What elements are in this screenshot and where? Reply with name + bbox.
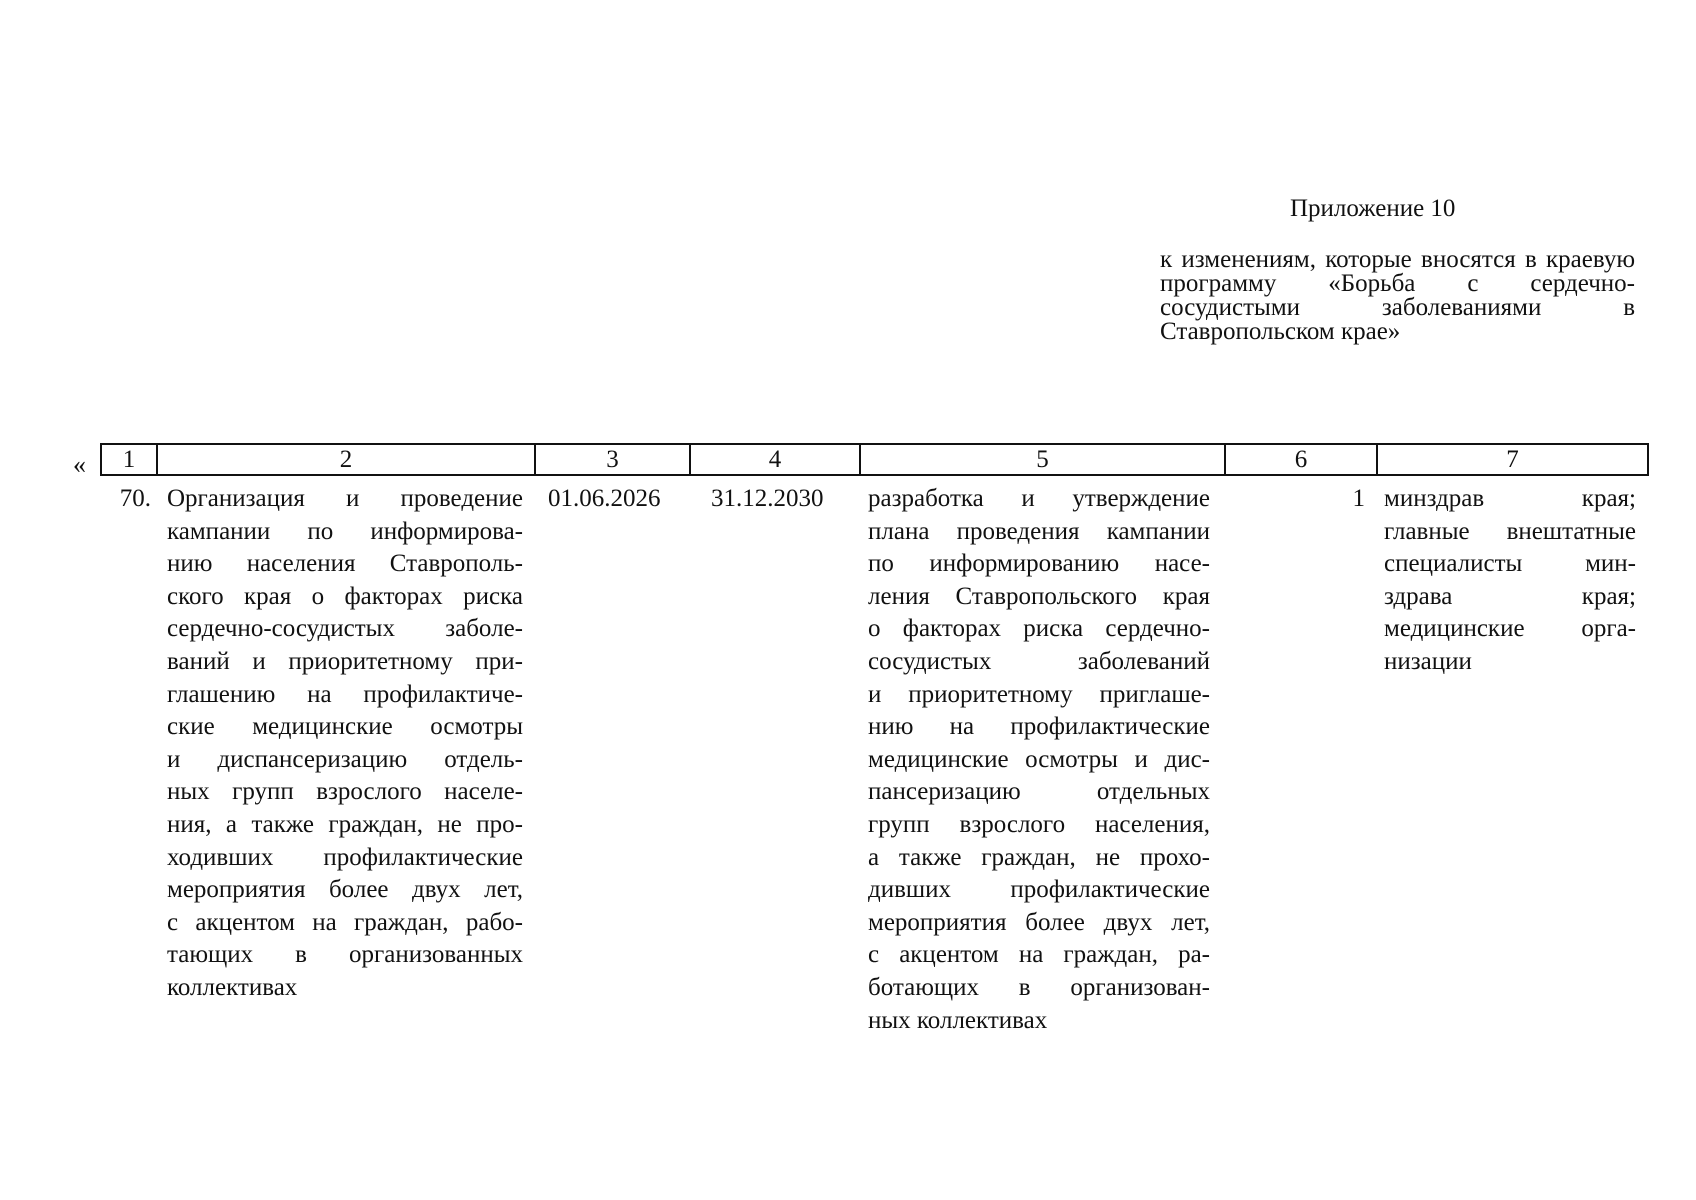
- expected-result: [868, 483, 1210, 1037]
- text-line: а также граждан, не прохо-: [868, 843, 1210, 871]
- text-line: ские медицинские осмотры: [167, 713, 523, 741]
- text-line: ления Ставропольского края: [868, 582, 1210, 610]
- text-line: мероприятия более двух лет,: [167, 876, 523, 904]
- text-line: сердечно-сосудистых заболе-: [167, 615, 523, 643]
- text-line: низации: [1384, 647, 1472, 675]
- text-line: глашению на профилактиче-: [167, 680, 523, 708]
- column-number-cell: 2: [157, 444, 535, 475]
- text-line: кампании по информирова-: [167, 517, 523, 545]
- text-line: минздрав края;: [1384, 485, 1636, 512]
- text-line: нию населения Ставрополь-: [167, 550, 523, 578]
- text-line: и приоритетному приглаше-: [868, 680, 1210, 708]
- appendix-title: Приложение 10: [1290, 195, 1456, 222]
- text-line: здрава края;: [1384, 582, 1636, 610]
- text-line: разработка и утверждение: [868, 485, 1210, 512]
- text-line: пансеризацию отдельных: [868, 778, 1210, 806]
- text-line: сосудистых заболеваний: [868, 647, 1210, 675]
- text-line: тающих в организованных: [167, 941, 523, 969]
- column-number-cell: 3: [535, 444, 690, 475]
- text-line: о факторах риска сердечно-: [868, 615, 1210, 643]
- text-line: и диспансеризацию отдель-: [167, 745, 523, 773]
- text-line: специалисты мин-: [1384, 550, 1636, 578]
- text-line: ходивших профилактические: [167, 843, 523, 871]
- column-number-cell: 5: [860, 444, 1225, 475]
- text-line: нию на профилактические: [868, 713, 1210, 741]
- indicator-value: 1: [1352, 485, 1365, 512]
- activity-description: [167, 483, 523, 1005]
- column-number-row: [101, 444, 1648, 475]
- responsible-executors: [1384, 483, 1636, 679]
- text-line: Организация и проведение: [167, 485, 523, 512]
- column-number-cell: 4: [690, 444, 860, 475]
- text-line: плана проведения кампании: [868, 517, 1210, 545]
- text-line: медицинские осмотры и дис-: [868, 745, 1210, 773]
- end-date: 31.12.2030: [711, 485, 824, 512]
- text-line: медицинские орга-: [1384, 615, 1636, 643]
- column-number-cell: 7: [1377, 444, 1648, 475]
- start-date: 01.06.2026: [548, 485, 661, 512]
- column-number-header-table: [100, 443, 1649, 476]
- text-line: с акцентом на граждан, ра-: [868, 941, 1210, 969]
- text-line: ных групп взрослого населе-: [167, 778, 523, 806]
- column-number-cell: 1: [101, 444, 157, 475]
- text-line: коллективах: [167, 973, 298, 1001]
- text-line: ского края о факторах риска: [167, 582, 523, 610]
- text-line: по информированию насе-: [868, 550, 1210, 578]
- row-number: 70.: [119, 485, 151, 512]
- text-line: дивших профилактические: [868, 876, 1210, 904]
- text-line: ботающих в организован-: [868, 973, 1210, 1001]
- text-line: главные внештатные: [1384, 517, 1636, 545]
- column-number-cell: 6: [1225, 444, 1377, 475]
- opening-quote-mark: «: [73, 450, 86, 479]
- text-line: с акцентом на граждан, рабо-: [167, 908, 523, 936]
- text-line: ния, а также граждан, не про-: [167, 810, 523, 838]
- text-line: ваний и приоритетному при-: [167, 647, 523, 675]
- appendix-note: к изменениям, которые вносятся в краевую программу «Борьба с сердечно-сосудистыми заболеваниями в Ставропольском крае»: [1160, 246, 1635, 345]
- text-line: групп взрослого населения,: [868, 810, 1210, 838]
- text-line: ных коллективах: [868, 1006, 1048, 1034]
- text-line: мероприятия более двух лет,: [868, 908, 1210, 936]
